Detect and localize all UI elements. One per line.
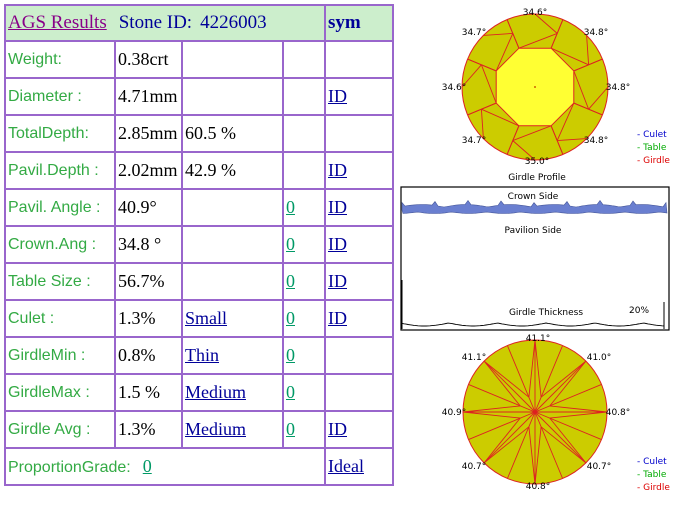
id-link[interactable]: ID (328, 86, 347, 106)
crown-angle-label: 34.6° (522, 8, 548, 18)
table-row (5, 300, 393, 337)
row-value: 0.8% (118, 345, 156, 365)
culet-dot (534, 86, 536, 88)
row-label: TotalDepth: (8, 124, 89, 142)
sym-label: sym (328, 12, 361, 33)
score-link[interactable]: 0 (286, 419, 295, 439)
row-value: 56.7% (118, 271, 165, 291)
row-value: 2.85mm (118, 123, 178, 143)
crown-angle-label: 34.6° (441, 83, 467, 93)
ideal-grade-link[interactable]: Ideal (328, 456, 364, 476)
id-link[interactable]: ID (328, 197, 347, 217)
crown-view-diagram (400, 0, 678, 185)
id-link[interactable]: ID (328, 419, 347, 439)
crown-angle-label: 34.8° (605, 83, 631, 93)
table-header-row (5, 5, 393, 41)
pavilion-angle-label: 41.1° (461, 353, 487, 363)
table-row (5, 337, 393, 374)
table-row (5, 152, 393, 189)
proportion-grade-label: ProportionGrade: (8, 459, 131, 476)
pavilion-angle-label: 41.1° (525, 334, 551, 344)
legend-table: - Table (637, 470, 667, 480)
score-link[interactable]: 0 (286, 271, 295, 291)
legend-girdle: - Girdle (637, 156, 670, 166)
row-label: Crown.Ang : (8, 235, 97, 253)
id-link[interactable]: ID (328, 308, 347, 328)
grade-link[interactable]: Small (185, 308, 228, 328)
girdle-profile-title: Girdle Profile (508, 173, 566, 183)
row-value: 4.71mm (118, 86, 178, 106)
pavilion-angle-label: 40.9° (441, 408, 467, 418)
legend-culet: - Culet (637, 130, 667, 140)
row-label: Pavil.Depth : (8, 161, 99, 179)
score-link[interactable]: 0 (286, 345, 295, 365)
table-row (5, 78, 393, 115)
pavilion-angle-label: 41.0° (586, 353, 612, 363)
pavilion-angle-label: 40.7° (586, 462, 612, 472)
row-label: Weight: (8, 50, 62, 68)
table-row (5, 374, 393, 411)
pavilion-angle-label: 40.8° (605, 408, 631, 418)
row-value: 2.02mm (118, 160, 178, 180)
legend-table: - Table (637, 143, 667, 153)
row-label: GirdleMin : (8, 346, 86, 364)
score-link[interactable]: 0 (286, 382, 295, 402)
legend-culet: - Culet (637, 457, 667, 467)
grade-link[interactable]: Medium (185, 419, 246, 439)
girdle-thickness-percent: 20% (629, 306, 650, 316)
row-label: Table Size : (8, 272, 91, 290)
grade-link[interactable]: Thin (185, 345, 219, 365)
pavilion-view-diagram (400, 330, 678, 515)
stone-id-label: Stone ID: (118, 12, 193, 33)
table-row (5, 189, 393, 226)
row-percent: 60.5 % (185, 123, 236, 143)
table-row (5, 115, 393, 152)
crown-angle-label: 34.7° (461, 136, 487, 146)
crown-side-label: Crown Side (507, 192, 559, 202)
id-link[interactable]: ID (328, 271, 347, 291)
stone-id-value: 4226003 (200, 12, 267, 33)
pavilion-angle-label: 40.7° (461, 462, 487, 472)
id-link[interactable]: ID (328, 234, 347, 254)
girdle-profile-panel (400, 186, 672, 332)
table-footer-row (5, 448, 393, 485)
row-value: 0.38crt (118, 49, 169, 69)
ags-results-table (4, 4, 394, 486)
pavilion-side-label: Pavilion Side (504, 226, 562, 236)
crown-angle-label: 34.8° (583, 28, 609, 38)
crown-angle-label: 35.0° (524, 157, 550, 167)
table-row (5, 41, 393, 78)
ags-results-link[interactable]: AGS Results (8, 12, 107, 33)
row-label: Pavil. Angle : (8, 198, 101, 216)
row-label: GirdleMax : (8, 383, 90, 401)
proportion-score-link[interactable]: 0 (142, 456, 152, 476)
row-label: Diameter : (8, 87, 82, 105)
crown-angle-label: 34.8° (583, 136, 609, 146)
row-percent: 42.9 % (185, 160, 236, 180)
score-link[interactable]: 0 (286, 234, 295, 254)
row-value: 1.3% (118, 419, 156, 439)
table-row (5, 263, 393, 300)
row-label: Girdle Avg : (8, 420, 91, 438)
score-link[interactable]: 0 (286, 308, 295, 328)
girdle-thickness-label: Girdle Thickness (508, 308, 584, 318)
legend-girdle: - Girdle (637, 483, 670, 493)
row-value: 34.8 ° (118, 234, 162, 254)
crown-angle-label: 34.7° (461, 28, 487, 38)
row-value: 40.9° (118, 197, 157, 217)
header-cell (5, 5, 325, 41)
score-link[interactable]: 0 (286, 197, 295, 217)
row-value: 1.3% (118, 308, 156, 328)
pavilion-angle-label: 40.8° (525, 482, 551, 492)
row-label: Culet : (8, 309, 55, 327)
table-row (5, 411, 393, 448)
grade-link[interactable]: Medium (185, 382, 246, 402)
row-value: 1.5 % (118, 382, 160, 402)
id-link[interactable]: ID (328, 160, 347, 180)
table-row (5, 226, 393, 263)
sym-header-cell (325, 5, 393, 41)
